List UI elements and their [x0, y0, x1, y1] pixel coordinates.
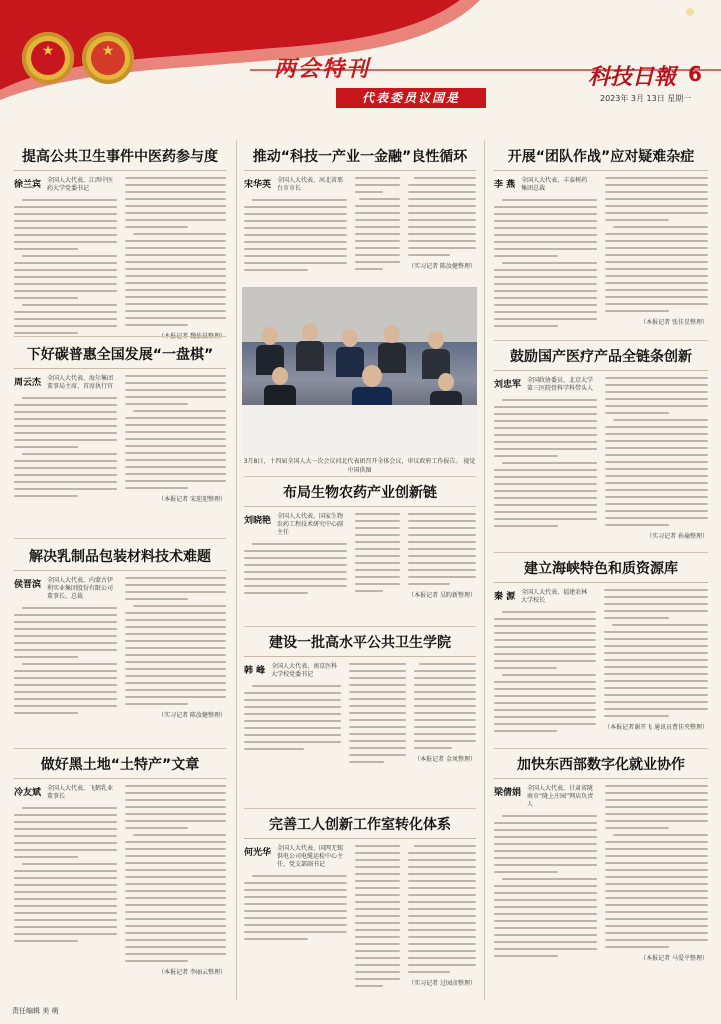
section-divider: [244, 476, 476, 477]
reporter-credit: （实习记者 过园彦整理）: [408, 980, 476, 987]
byline: [14, 577, 117, 601]
byline: [244, 663, 341, 679]
article-title: 下好碳普惠全国发展“一盘棋”: [26, 347, 214, 363]
body-text: [125, 577, 226, 705]
article-body: [14, 785, 226, 976]
article-body: [14, 375, 226, 503]
body-text: [244, 543, 347, 594]
byline: [14, 177, 117, 193]
body-text: [244, 875, 347, 940]
section-divider: [14, 748, 226, 749]
author-name: 刘晓艳: [244, 516, 272, 526]
article-body: [14, 577, 226, 719]
byline: [494, 177, 597, 193]
author-role: 全国人大代表、国网无锡供电公司电缆运检中心主任、党支部副书记: [277, 845, 344, 868]
section-divider: [14, 538, 226, 539]
body-text: [125, 785, 226, 962]
article-medical: [494, 348, 708, 540]
title-rule: [14, 570, 226, 571]
body-text: [408, 845, 476, 973]
author-name: 冷友斌: [14, 788, 42, 798]
article-body: [244, 845, 476, 992]
title-rule: [244, 838, 476, 839]
author-name: 韩 峰: [244, 666, 266, 676]
article-title: 解决乳制品包装材料技术难题: [29, 549, 211, 565]
byline: [494, 589, 596, 605]
article-body: [494, 589, 708, 737]
article-title: 建设一批高水平公共卫生学院: [269, 635, 451, 651]
reporter-credit: （实习记者 孙瑜整理）: [646, 533, 708, 540]
title-rule: [494, 778, 708, 779]
author-role: 全国人大代表、海尔集团董事局主席、首席执行官: [47, 375, 114, 390]
reporter-credit: （本报记者 张佳星整理）: [640, 319, 708, 326]
author-role: 全国人大代表、河北省邢台市市长: [277, 177, 344, 192]
byline: [494, 785, 597, 809]
title-rule: [244, 170, 476, 171]
article-soil: [14, 756, 226, 976]
article-bio: [244, 484, 476, 599]
title-rule: [494, 582, 708, 583]
author-role: 全国人大代表、飞鹤乳业董事长: [47, 785, 114, 800]
author-name: 何光华: [244, 848, 272, 858]
column-divider: [236, 140, 237, 1000]
title-rule: [494, 170, 708, 171]
body-text: [355, 513, 400, 592]
body-text: [244, 199, 347, 271]
reporter-credit: （本报记者 宋迎迎整理）: [158, 496, 226, 503]
body-text: [605, 785, 708, 948]
author-role: 全国人大代表、福建农林大学校长: [521, 589, 588, 604]
byline: [14, 785, 117, 801]
article-title: 加快东西部数字化就业协作: [517, 757, 685, 773]
article-title: 完善工人创新工作室转化体系: [269, 817, 451, 833]
author-role: 全国政协委员、北京大学第三医院骨科学科带头人: [527, 377, 594, 392]
article-body: [494, 377, 708, 540]
article-title: 做好黑土地“土特产”文章: [40, 757, 200, 773]
title-rule: [14, 170, 226, 171]
article-body: [14, 177, 226, 340]
reporter-credit: （本报记者 李丽云整理）: [158, 969, 226, 976]
author-role: 全国人大代表、南京医科大学校党委书记: [271, 663, 338, 678]
article-body: [244, 177, 476, 276]
body-text: [494, 399, 597, 527]
body-text: [355, 845, 400, 987]
body-text: [355, 177, 400, 270]
section-divider: [244, 626, 476, 627]
article-body: [244, 513, 476, 599]
cppcc-emblem-icon: ★: [82, 32, 134, 84]
body-text: [408, 513, 476, 585]
body-text: [494, 199, 597, 327]
issue-date: 2023年 3月 13日 星期一: [600, 94, 692, 103]
article-health-school: [244, 634, 476, 768]
author-role: 全国人大代表、内蒙古伊利实业集团股份有限公司董事长、总裁: [47, 577, 114, 600]
title-rule: [244, 506, 476, 507]
title-rule: [244, 656, 476, 657]
reporter-credit: （本报记者 马爱平整理）: [640, 955, 708, 962]
photo-caption: 3月8日，十四届全国人大一次会议河北代表团召开全体会议，审议政府工作报告。 视觉中国供图: [243, 458, 476, 474]
reporter-credit: （本报记者谢开飞 通讯员曹佳夹整理）: [604, 724, 708, 731]
editor-credit: 责任编辑 美 萌: [12, 1007, 59, 1015]
article-title: 提高公共卫生事件中医药参与度: [22, 149, 218, 165]
byline: [14, 375, 117, 391]
article-body: [494, 177, 708, 332]
title-rule: [494, 370, 708, 371]
author-name: 徐兰宾: [14, 180, 42, 190]
article-tcm: [14, 148, 226, 340]
article-dairy: [14, 548, 226, 719]
special-issue-title: 两会特刊: [274, 57, 371, 82]
body-text: [125, 375, 226, 489]
author-name: 李 燕: [494, 180, 516, 190]
author-name: 宋华英: [244, 180, 272, 190]
page-number: 6: [688, 62, 702, 86]
article-title: 开展“团队作战”应对疑难杂症: [507, 149, 695, 165]
section-divider: [494, 748, 708, 749]
body-text: [244, 685, 341, 750]
reporter-credit: （实习记者 陈汝健整理）: [158, 712, 226, 719]
body-text: [494, 815, 597, 957]
author-name: 周云杰: [14, 378, 42, 388]
body-text: [604, 589, 708, 717]
byline: [244, 845, 347, 869]
body-text: [605, 177, 708, 312]
title-rule: [14, 778, 226, 779]
article-digital: [494, 756, 708, 962]
reporter-credit: （本报记者 金凤整理）: [414, 756, 476, 763]
body-text: [494, 611, 596, 732]
news-photo: [242, 287, 477, 455]
section-divider: [494, 552, 708, 553]
newspaper-name: 科技日報: [588, 64, 677, 90]
article-title: 鼓励国产医疗产品全链条创新: [510, 349, 692, 365]
article-title: 布局生物农药产业创新链: [283, 485, 437, 501]
masthead: [0, 0, 721, 120]
body-text: [125, 177, 226, 326]
author-role: 全国人大代表、江西中医药大学党委书记: [47, 177, 114, 192]
body-text: [14, 397, 117, 497]
title-rule: [14, 368, 226, 369]
author-name: 秦 源: [494, 592, 516, 602]
section-divider: [244, 808, 476, 809]
body-text: [408, 177, 476, 256]
body-text: [14, 607, 117, 714]
body-text: [14, 807, 117, 942]
body-text: [605, 377, 708, 526]
author-name: 梁倩娟: [494, 788, 522, 798]
column-divider: [484, 140, 485, 1000]
byline: [244, 177, 347, 193]
section-divider: [494, 340, 708, 341]
reporter-credit: （实习记者 陈汝健整理）: [408, 263, 476, 270]
article-body: [494, 785, 708, 962]
article-sci: [244, 148, 476, 276]
page-footer: [0, 1002, 721, 1024]
article-body: [244, 663, 476, 768]
article-title: 建立海峡特色和质资源库: [524, 561, 678, 577]
article-title: 推动“科技一产业一金融”良性循环: [252, 149, 468, 165]
section-divider: [14, 336, 226, 337]
article-carbon: [14, 346, 226, 503]
body-text: [349, 663, 406, 763]
special-issue-subtitle: 代表委员议国是: [336, 88, 486, 108]
author-name: 刘忠军: [494, 380, 522, 390]
article-workshop: [244, 816, 476, 992]
article-team: [494, 148, 708, 332]
byline: [244, 513, 347, 537]
reporter-credit: （本报记者 吴昀新整理）: [408, 592, 476, 599]
author-role: 全国人大代表、丰泰树药集团总裁: [521, 177, 588, 192]
national-emblem-icon: ★: [22, 32, 74, 84]
byline: [494, 377, 597, 393]
body-text: [14, 199, 117, 334]
body-text: [414, 663, 476, 749]
author-name: 侯晋滨: [14, 580, 42, 590]
author-role: 全国人大代表、国家生物农药工程技术研究中心副主任: [277, 513, 344, 536]
author-role: 全国人大代表、甘肃省陇南市“陇上庄园”网店负责人: [527, 785, 594, 808]
article-strait: [494, 560, 708, 737]
